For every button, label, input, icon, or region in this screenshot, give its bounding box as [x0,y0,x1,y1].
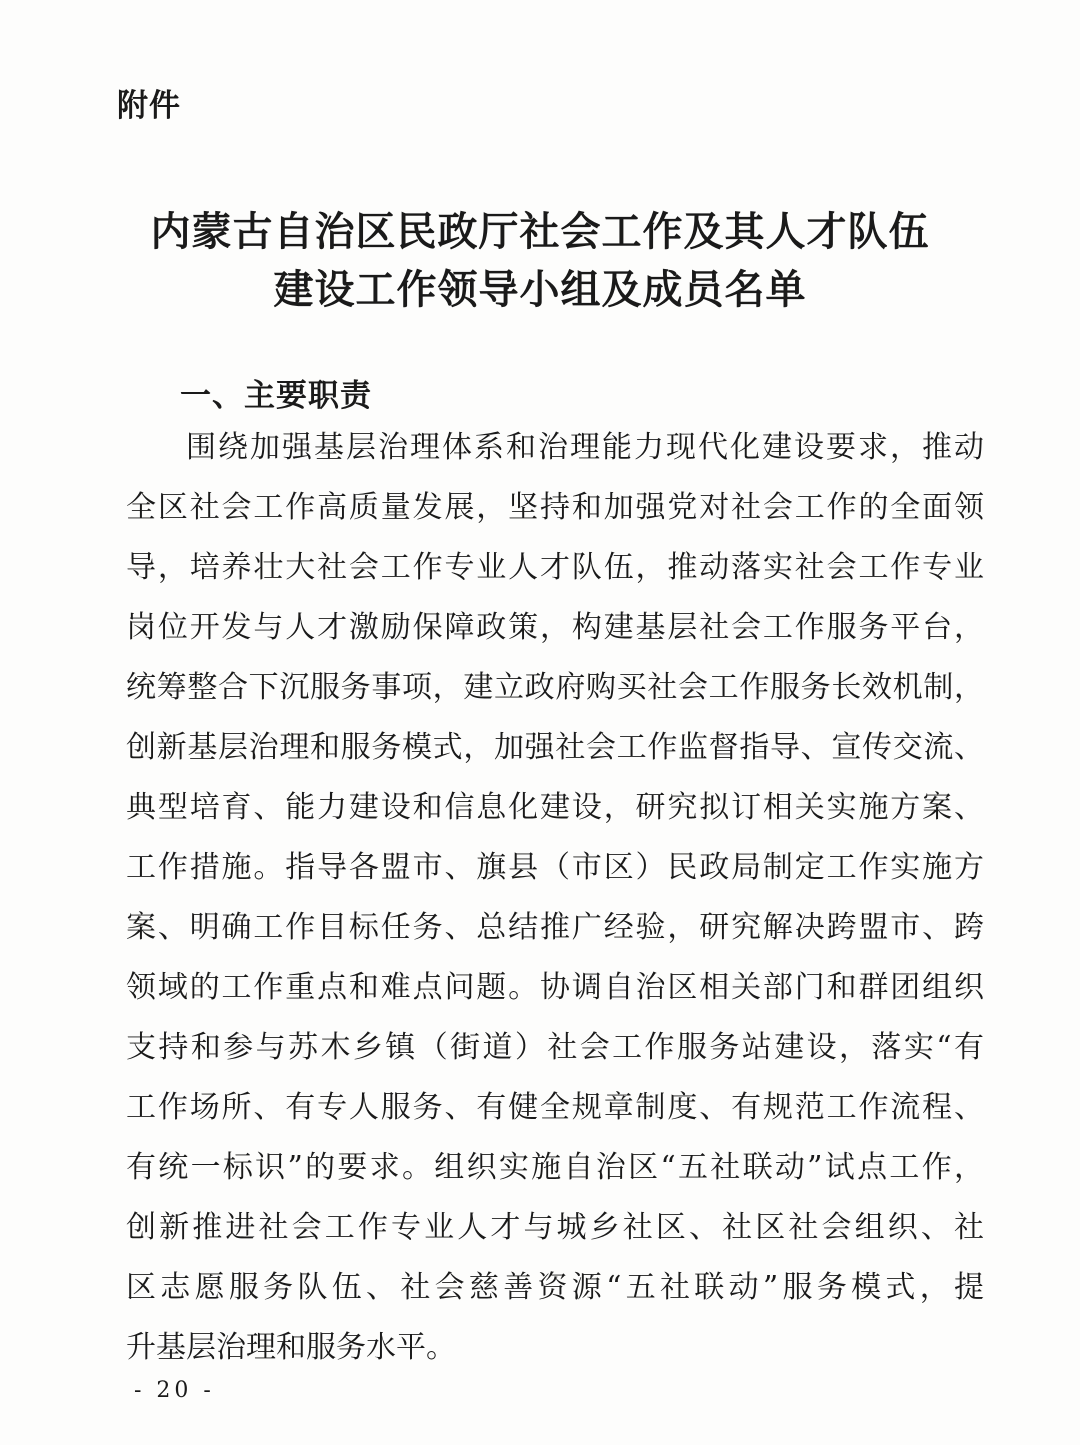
section-heading: 一、主要职责 [180,378,372,414]
document-title-line-1: 内蒙古自治区民政厅社会工作及其人才队伍 [150,208,930,255]
body-line: 岗位开发与人才激励保障政策，构建基层社会工作服务平台， [126,610,984,645]
body-line: 全区社会工作高质量发展，坚持和加强党对社会工作的全面领 [126,490,984,525]
body-line: 领域的工作重点和难点问题。协调自治区相关部门和群团组织 [126,970,984,1005]
attachment-label: 附件 [117,88,181,124]
body-line: 区志愿服务队伍、社会慈善资源“五社联动”服务模式，提 [126,1270,984,1305]
body-line: 工作场所、有专人服务、有健全规章制度、有规范工作流程、 [126,1090,984,1125]
document-title-line-2: 建设工作领导小组及成员名单 [273,266,807,313]
body-line: 工作措施。指导各盟市、旗县（市区）民政局制定工作实施方 [126,850,984,885]
body-line: 支持和参与苏木乡镇（街道）社会工作服务站建设，落实“有 [126,1030,984,1065]
body-line: 典型培育、能力建设和信息化建设，研究拟订相关实施方案、 [126,790,984,825]
body-line: 案、明确工作目标任务、总结推广经验，研究解决跨盟市、跨 [126,910,984,945]
body-line: 升基层治理和服务水平。 [126,1330,456,1365]
page-number: - 20 - [134,1378,215,1403]
body-line: 统筹整合下沉服务事项，建立政府购买社会工作服务长效机制， [126,670,984,705]
body-line: 围绕加强基层治理体系和治理能力现代化建设要求，推动 [186,430,984,465]
body-line: 创新推进社会工作专业人才与城乡社区、社区社会组织、社 [126,1210,984,1245]
body-line: 有统一标识”的要求。组织实施自治区“五社联动”试点工作， [126,1150,984,1185]
body-line: 创新基层治理和服务模式，加强社会工作监督指导、宣传交流、 [126,730,984,765]
body-line: 导，培养壮大社会工作专业人才队伍，推动落实社会工作专业 [126,550,984,585]
